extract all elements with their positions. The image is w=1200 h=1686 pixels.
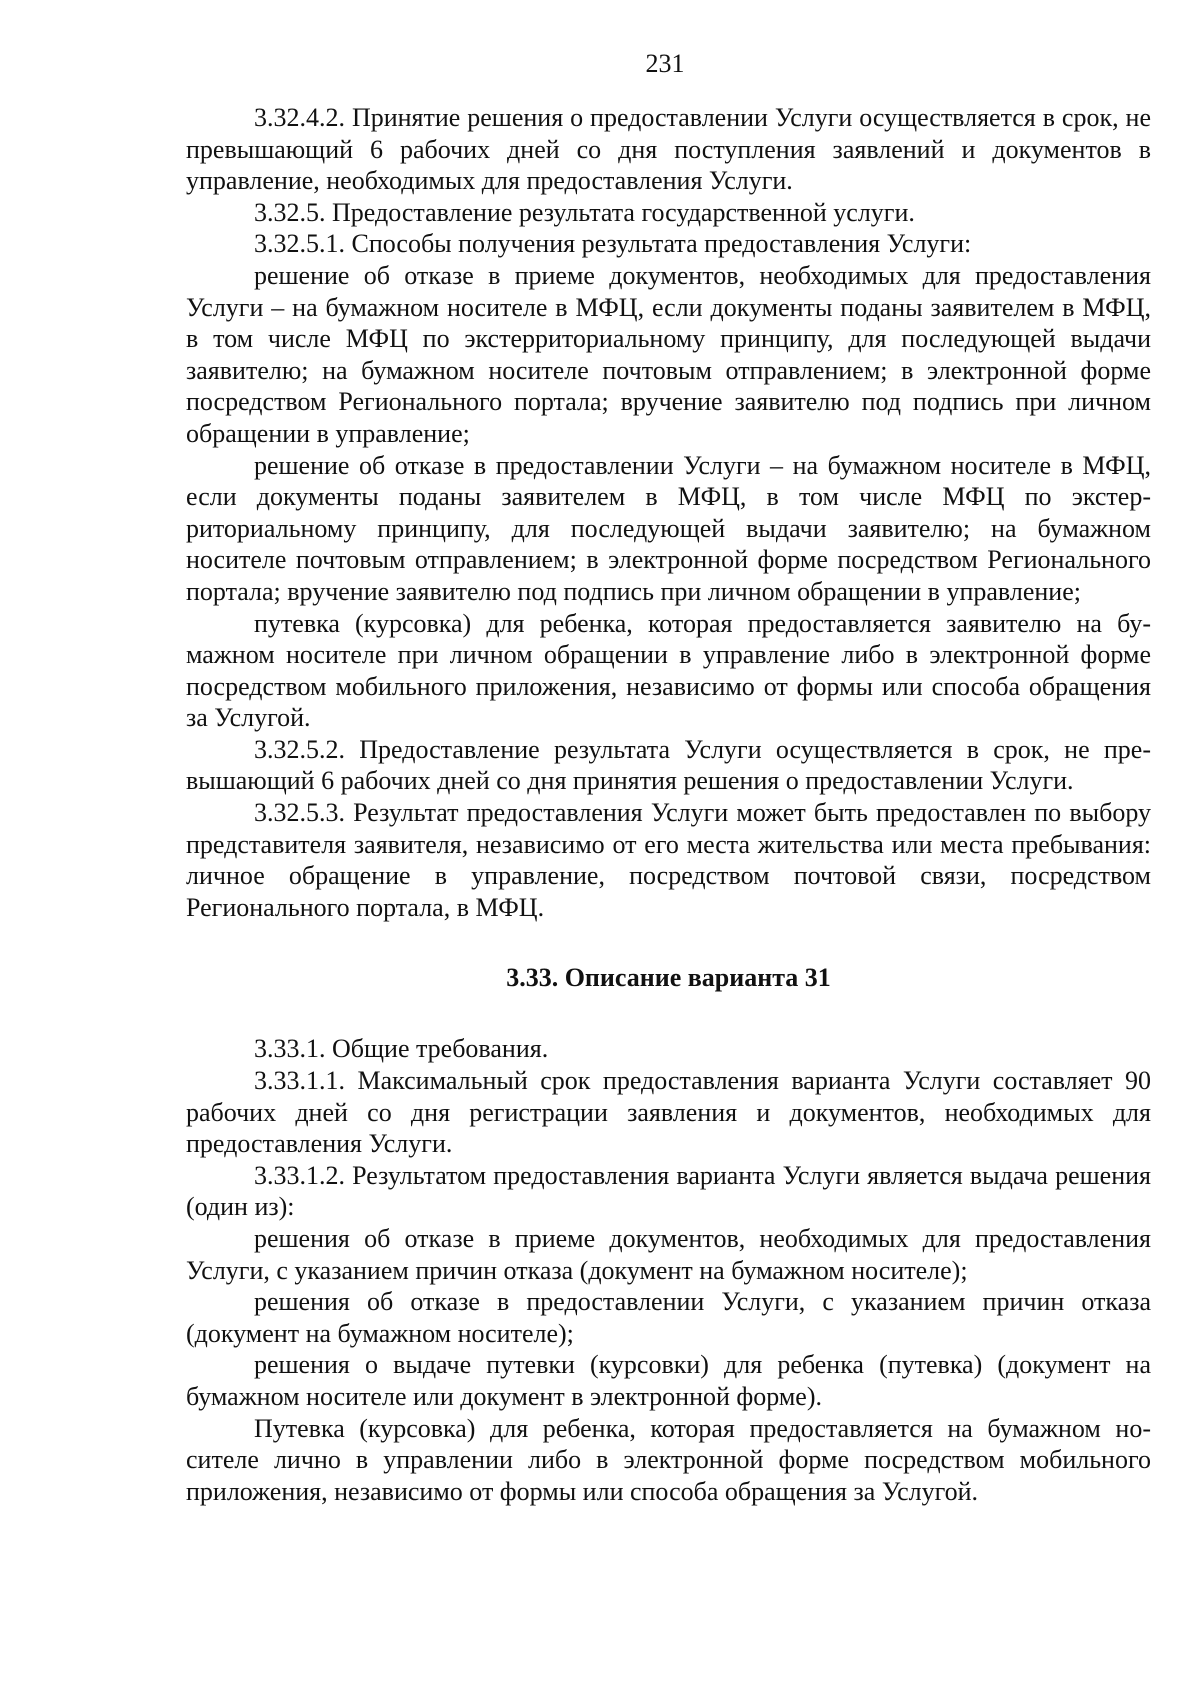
- paragraph-3-32-5-1: 3.32.5.1. Способы получения результата предоставления Услуги:: [254, 229, 972, 259]
- paragraph-voucher-delivery: Путевка (курсовка) для ребенка, которая предоставляется на бумажном носителе лично в управлении либо в электронной форме посредством мобильного приложения, независимо от формы или способа обращения за Услугой.: [186, 1413, 1151, 1506]
- section-heading: 3.33. Описание варианта 31: [506, 963, 831, 993]
- paragraph-voucher: путевка (курсовка) для ребенка, которая предоставляется заявителю на бумажном носителе при личном обращении в управление либо в электронной форме посредством мобильного приложения, независимо от формы или способа обращения за Услугой.: [186, 608, 1151, 733]
- paragraph-decision-refusal-acceptance: решения об отказе в приеме документов, необходимых для предоставления Услуги, с указанием причин отказа (документ на бумажном носителе);: [186, 1224, 1151, 1285]
- page-number: 231: [645, 49, 685, 78]
- paragraph-3-32-5-3: 3.32.5.3. Результат предоставления Услуги может быть предоставлен по выбору представителя заявителя, независимо от его места жительства или места пребывания: личное обращение в управление, посредством почтовой связи, посредством Регионального портала, в МФЦ.: [186, 798, 1151, 922]
- paragraph-3-33-1: 3.33.1. Общие требования.: [254, 1034, 549, 1064]
- paragraph-decision-voucher: решения о выдаче путевки (курсовки) для ребенка (путевка) (документ на бумажном носителе или документ в электронной форме).: [186, 1350, 1151, 1411]
- paragraph-3-33-1-1: 3.33.1.1. Максимальный срок предоставления варианта Услуги составляет 90 рабочих дней со дня регистрации заявления и документов, необходимых для предоставления Услуги.: [186, 1066, 1151, 1159]
- paragraph-decision-refusal-provision: решения об отказе в предоставлении Услуги, с указанием причин отказа (документ на бумажном носителе);: [186, 1287, 1151, 1348]
- paragraph-refusal-acceptance: решение об отказе в приеме документов, необходимых для предоставления Услуги – на бумажном носителе в МФЦ, если документы поданы заявителем в МФЦ, в том числе МФЦ по экстерриториальному принципу, для последующей выдачи заявителю; на бумажном носителе почтовым отправлением; в электронной форме посредством Регионального портала; вручение заявителю под подпись при личном обращении в управление;: [186, 260, 1151, 448]
- paragraph-3-32-4-2: 3.32.4.2. Принятие решения о предоставлении Услуги осуществляется в срок, не превышающий 6 рабочих дней со дня поступления заявлений и документов в управление, необходимых для предоставления Услуги.: [186, 103, 1151, 196]
- paragraph-3-32-5: 3.32.5. Предоставление результата государственной услуги.: [254, 197, 915, 227]
- paragraph-3-32-5-2: 3.32.5.2. Предоставление результата Услуги осуществляется в срок, не превышающий 6 рабочих дней со дня принятия решения о предоставлении Услуги.: [186, 734, 1151, 796]
- paragraph-3-33-1-2: 3.33.1.2. Результатом предоставления варианта Услуги является выдача решения (один из):: [186, 1160, 1151, 1222]
- paragraph-refusal-provision: решение об отказе в предоставлении Услуги – на бумажном носителе в МФЦ, если документы поданы заявителем в МФЦ, в том числе МФЦ по экстерриториальному принципу, для последующей выдачи заявителю; на бумажном носителе почтовым отправлением; в электронной форме посредством Регионального портала; вручение заявителю под подпись при личном обращении в управление;: [186, 450, 1151, 606]
- body-text: [186, 102, 1151, 1507]
